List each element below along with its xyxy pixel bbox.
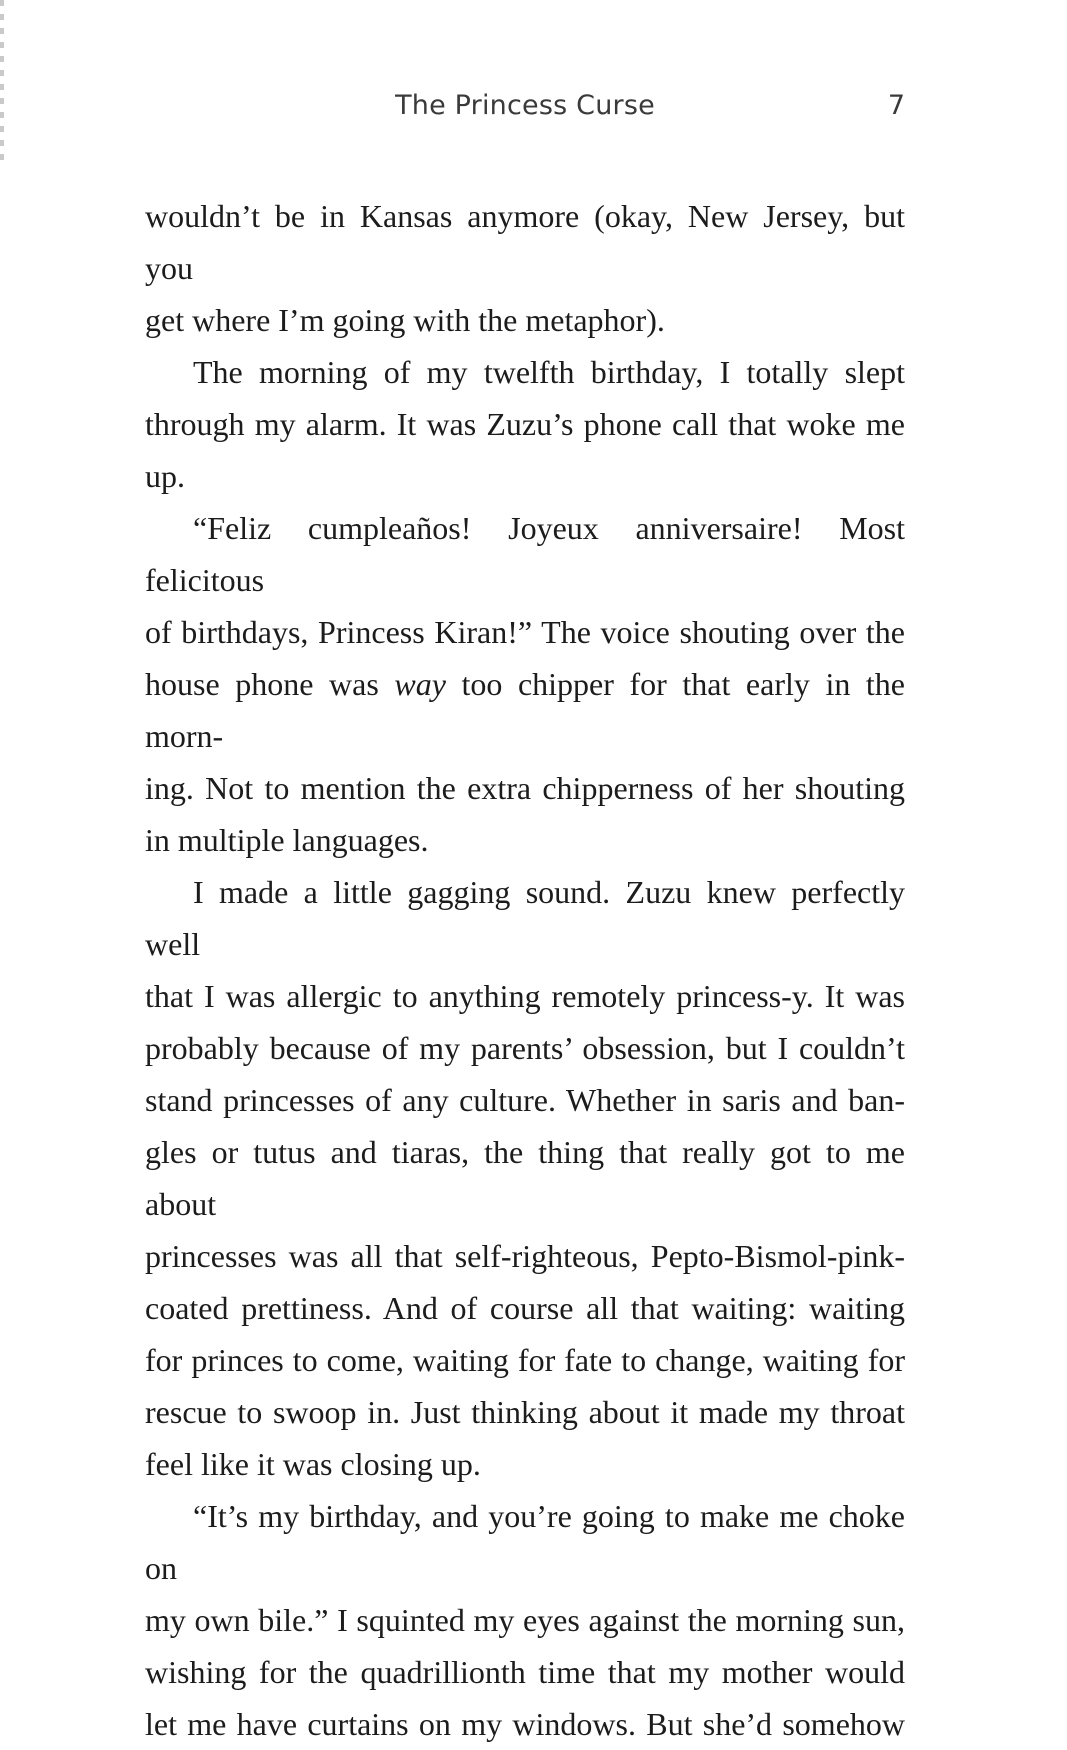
text-line: for princes to come, waiting for fate to change, waiting for: [145, 1342, 905, 1378]
text-line: “Feliz cumpleaños! Joyeux anniversaire! Most felicitous: [145, 510, 905, 598]
paragraph: [145, 1698, 905, 1750]
paragraph: [145, 346, 905, 398]
text-line: The morning of my twelfth birthday, I totally slept: [193, 354, 905, 390]
paragraph: [145, 1646, 905, 1698]
page-edge-marks: [0, 0, 4, 160]
text-line: too chipper for that early in the morn-: [145, 666, 906, 754]
paragraph: [145, 1438, 905, 1490]
text-line: get where I’m going with the metaphor).: [145, 302, 665, 338]
text-line: gles or tutus and tiaras, the thing that really got to me about: [145, 1134, 905, 1222]
running-head: [145, 90, 905, 134]
text-line: of birthdays, Princess Kiran!” The voice shouting over the: [145, 614, 905, 650]
paragraph: [145, 1230, 905, 1282]
paragraph: [145, 814, 905, 866]
text-line: princesses was all that self-righteous, Pepto-Bismol-pink-: [145, 1238, 905, 1274]
text-line: feel like it was closing up.: [145, 1446, 481, 1482]
text-line: through my alarm. It was Zuzu’s phone call that woke me up.: [145, 406, 905, 494]
page-number: 7: [887, 90, 905, 121]
paragraph: [145, 970, 905, 1022]
text-line: probably because of my parents’ obsession, but I couldn’t: [145, 1030, 905, 1066]
text-line: house phone was: [145, 666, 395, 702]
paragraph: [145, 1334, 905, 1386]
paragraph: [145, 1490, 905, 1594]
text-line: ing. Not to mention the extra chipperness of her shouting: [145, 770, 905, 806]
text-line: coated prettiness. And of course all that waiting: waiting: [145, 1290, 905, 1326]
paragraph: [145, 762, 905, 814]
text-line: in multiple languages.: [145, 822, 429, 858]
text-line: wishing for the quadrillionth time that my mother would: [145, 1654, 905, 1690]
paragraph: [145, 1022, 905, 1074]
paragraph: [145, 190, 905, 294]
paragraph: [145, 294, 905, 346]
paragraph: [145, 1074, 905, 1126]
paragraph: [145, 1282, 905, 1334]
paragraph: [145, 1386, 905, 1438]
italic-word: way: [394, 666, 446, 702]
paragraph: [145, 1594, 905, 1646]
text-line: I made a little gagging sound. Zuzu knew perfectly well: [145, 874, 905, 962]
paragraph: [145, 866, 905, 970]
text-line: stand princesses of any culture. Whether in saris and ban-: [145, 1082, 905, 1118]
body-text: [145, 190, 905, 1750]
text-line: let me have curtains on my windows. But she’d somehow: [145, 1706, 905, 1742]
text-line: “It’s my birthday, and you’re going to make me choke on: [145, 1498, 905, 1586]
text-line: my own bile.” I squinted my eyes against the morning sun,: [145, 1602, 905, 1638]
paragraph: [145, 502, 905, 606]
paragraph: [145, 606, 905, 658]
paragraph: [145, 658, 905, 762]
paragraph: [145, 1126, 905, 1230]
text-line: wouldn’t be in Kansas anymore (okay, New Jersey, but you: [145, 198, 905, 286]
text-line: rescue to swoop in. Just thinking about it made my throat: [145, 1394, 905, 1430]
text-line: that I was allergic to anything remotely princess-y. It was: [145, 978, 905, 1014]
book-title: The Princess Curse: [395, 90, 655, 121]
paragraph: [145, 398, 905, 502]
